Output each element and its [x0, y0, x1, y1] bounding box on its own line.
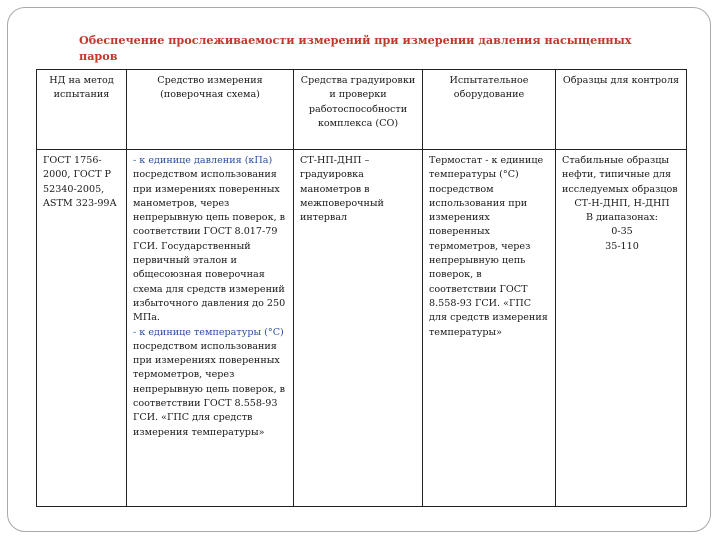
header-calibration-means: Средства градуировки и проверки работоспособности комплекса (СО) [294, 70, 423, 150]
samples-ranges-label: В диапазонах: [586, 212, 658, 224]
table-header-row [37, 70, 687, 150]
cell-test-equipment: Термостат - к единице температуры (°С) посредством использования при измерениях поверенных термометров, через непрерывную цепь поверок, в соответствии ГОСТ 8.558-93 ГСИ. «ГПС для средств измерения температуры» [423, 150, 556, 507]
slide-title: Обеспечение прослеживаемости измерений при измерении давления насыщенных паров [79, 33, 632, 63]
cell-control-samples [556, 150, 687, 507]
header-control-samples: Образцы для контроля [556, 70, 687, 150]
temperature-unit-link-text: - к единице температуры (°С) [133, 326, 284, 338]
header-method-doc: НД на метод испытания [37, 70, 127, 150]
cell-calibration-means: СТ-НП-ДНП – градуировка манометров в межповерочный интервал [294, 150, 423, 507]
samples-description: Стабильные образцы нефти, типичные для исследуемых образцов [562, 155, 678, 195]
samples-range-2: 35-110 [605, 240, 639, 252]
pressure-traceability-text: посредством использования при измерениях поверенных манометров, через непрерывную цепь поверок, в соответствии ГОСТ 8.017-79 ГСИ. Государственный первичный эталон и общесоюзная поверочная схема для средств измерений избыточного давления до 250 МПа. [133, 169, 286, 324]
cell-method-doc: ГОСТ 1756-2000, ГОСТ Р 52340-2005, ASTM 323-99А [37, 150, 127, 507]
cell-measuring-instrument [127, 150, 294, 507]
samples-codes: СТ-Н-ДНП, Н-ДНП [574, 197, 670, 209]
pressure-unit-link-text: - к единице давления (кПа) [133, 155, 273, 166]
samples-range-1: 0-35 [611, 226, 633, 238]
header-test-equipment: Испытательное оборудование [423, 70, 556, 150]
table-row [37, 150, 687, 507]
traceability-table [36, 69, 687, 507]
temperature-traceability-text: посредством использования при измерениях поверенных термометров, через непрерывную цепь поверок, в соответствии ГОСТ 8.558-93 ГСИ. «ГПС для средств измерения температуры» [133, 340, 286, 438]
header-measuring-instrument: Средство измерения (поверочная схема) [127, 70, 294, 150]
